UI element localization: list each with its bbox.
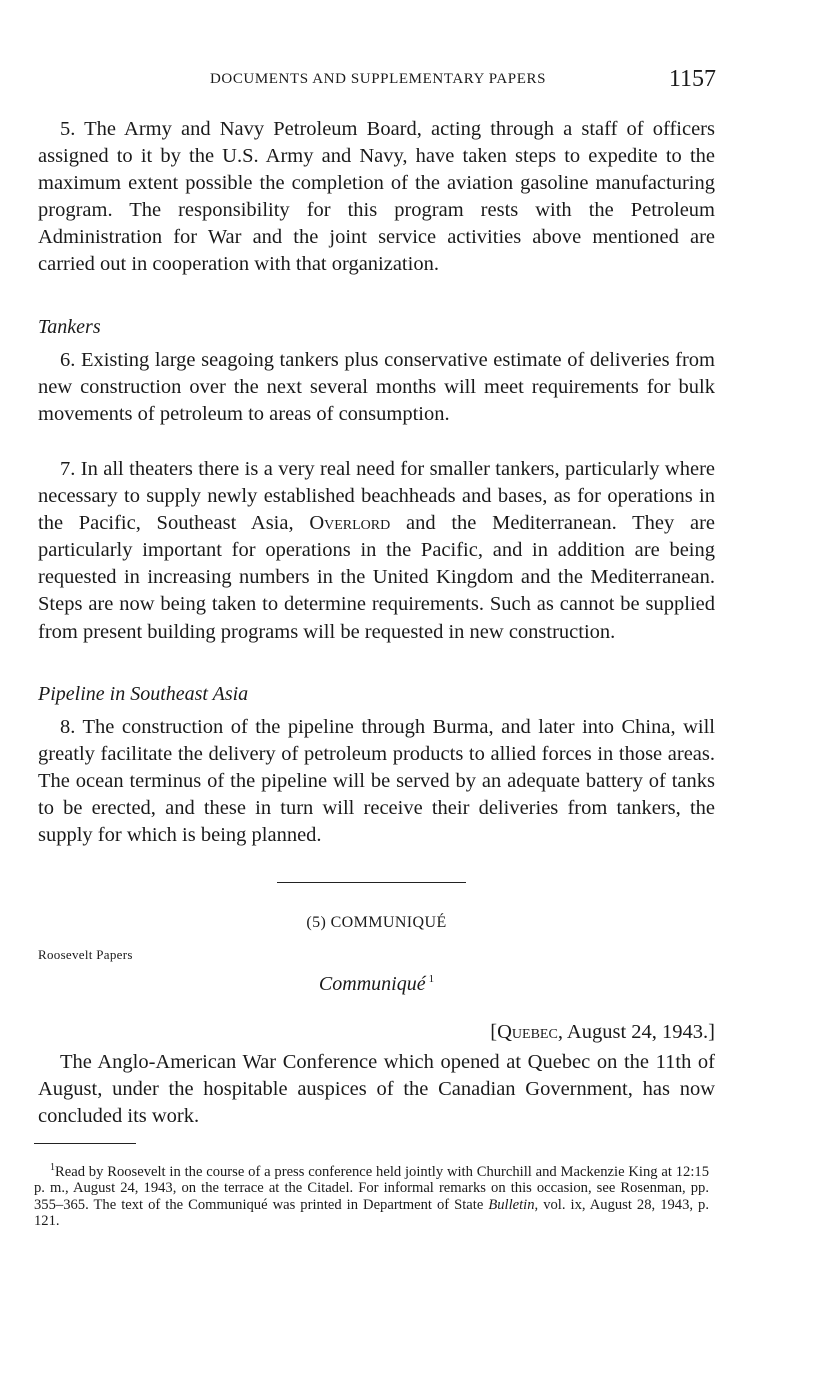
communique-text-block bbox=[38, 1049, 715, 1130]
dateline-open: [ bbox=[490, 1021, 498, 1043]
running-head: DOCUMENTS AND SUPPLEMENTARY PAPERS bbox=[209, 71, 547, 87]
document-title-text: Communiqué bbox=[318, 973, 426, 995]
dateline bbox=[490, 1021, 715, 1044]
dateline-rest: , August 24, 1943.] bbox=[557, 1021, 715, 1043]
paragraph-5-block bbox=[38, 116, 715, 279]
footnote bbox=[34, 1160, 709, 1230]
footnote-text-start: Read by Roosevelt in the course of a press conference held jointly with Churchill and Mackenzie King at 12:15 p. m., August 24, 1943, on the terrace at the Citadel. For informal remarks on this occasion, see Rosenman, pp. 355–365. The text of the Communiqué was printed in Department of State bbox=[34, 1163, 709, 1213]
footnote-publication: Bulletin bbox=[488, 1196, 535, 1213]
tankers-heading: Tankers bbox=[38, 316, 101, 338]
section-divider bbox=[277, 882, 466, 883]
paragraph-7-block bbox=[38, 456, 715, 646]
operation-codename: Overlord bbox=[309, 512, 391, 535]
paragraph-6: 6. Existing large seagoing tankers plus conservative estimate of deliveries from new construction over the next several months will meet requirements for bulk movements of petroleum to areas of consumption. bbox=[38, 349, 715, 426]
pipeline-heading: Pipeline in Southeast Asia bbox=[38, 683, 249, 705]
paragraph-5: 5. The Army and Navy Petroleum Board, acting through a staff of officers assigned to it by the U.S. Army and Navy, have taken steps to expedite to the maximum extent possible the completion of the aviation gasoline manufacturing program. The responsibility for this program rests with the Petroleum Administration for War and the joint service activities above mentioned are carried out in cooperation with that organization. bbox=[38, 118, 715, 276]
document-title bbox=[38, 973, 715, 996]
paragraph-7 bbox=[38, 456, 715, 646]
page-header bbox=[40, 66, 716, 98]
paragraph-8-block bbox=[38, 714, 715, 849]
paragraph-8: 8. The construction of the pipeline through Burma, and later into China, will greatly facilitate the delivery of petroleum products to allied forces in those areas. The ocean terminus of the pipeline will be served by an adequate battery of tanks to be erected, and these in turn will receive their deliveries from tankers, the supply for which is being planned. bbox=[38, 716, 715, 847]
source-note: Roosevelt Papers bbox=[38, 947, 133, 962]
footnote-text-end: , vol. ix, August 28, 1943, p. 121. bbox=[34, 1196, 709, 1230]
section-title: (5) COMMUNIQUÉ bbox=[306, 914, 447, 931]
dateline-place: Quebec bbox=[497, 1021, 558, 1043]
paragraph-7-end: and the Mediterranean. They are particularly important for operations in the Pacific, and in addition are being requested in increasing numbers in the United Kingdom and the Mediterranean. Steps are now being taken to determine requirements. Such as cannot be supplied from present building programs will be requested in new construction. bbox=[38, 512, 715, 643]
footnote-reference[interactable]: 1 bbox=[428, 973, 435, 986]
footnote-marker: 1 bbox=[50, 1162, 55, 1173]
tankers-heading-block bbox=[38, 314, 715, 341]
page-number: 1157 bbox=[668, 66, 716, 92]
paragraph-6-block bbox=[38, 347, 715, 428]
pipeline-heading-block bbox=[38, 681, 715, 708]
paragraph-7-start: 7. In all theaters there is a very real need for smaller tankers, particularly where necessary to supply newly established beachheads and bases, as for operations in the Pacific, Southeast Asia, bbox=[38, 458, 715, 535]
footnote-rule bbox=[34, 1143, 136, 1144]
communique-text: The Anglo-American War Conference which opened at Quebec on the 11th of August, under the hospitable auspices of the Canadian Government, has now concluded its work. bbox=[38, 1051, 715, 1128]
